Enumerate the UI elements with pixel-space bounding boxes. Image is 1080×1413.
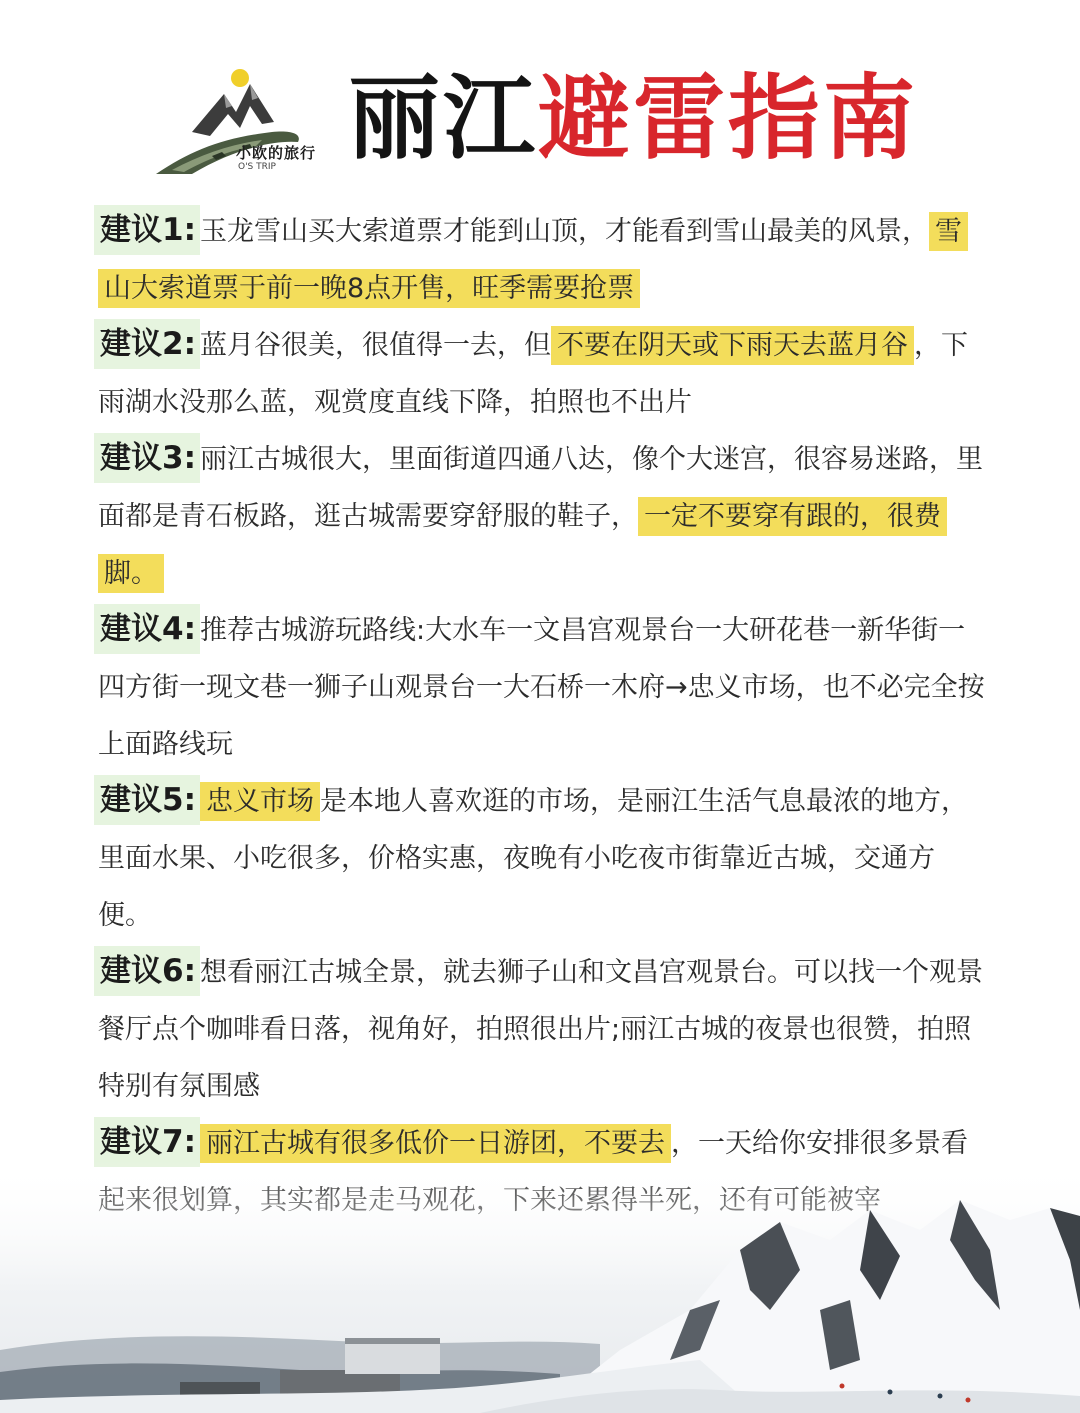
tip-4 [98, 602, 988, 773]
tip-text: 玉龙雪山买大索道票才能到山顶，才能看到雪山最美的风景， [199, 216, 929, 247]
tip-highlight: 雪山大索道票于前一晚8点开售，旺季需要抢票 [98, 212, 968, 308]
tip-highlight: 丽江古城有很多低价一日游团，不要去 [200, 1124, 671, 1163]
tip-text-after: 是本地人喜欢逛的市场，是丽江生活气息最浓的地方，里面水果、小吃很多，价格实惠，夜晚有小吃夜市街靠近古城，交通方便。 [98, 786, 968, 931]
tip-1 [98, 203, 988, 317]
logo-chinese-text: 小欧的旅行 [236, 144, 317, 162]
tip-label: 建议5: [94, 775, 200, 825]
tip-highlight: 不要在阴天或下雨天去蓝月谷 [551, 326, 914, 365]
tip-text-after: ，下雨湖水没那么蓝，观赏度直线下降，拍照也不出片 [98, 330, 968, 418]
tip-label: 建议1: [94, 205, 200, 255]
logo-english-text: O'S TRIP [238, 162, 276, 172]
page-title [348, 64, 918, 174]
tip-highlight: 忠义市场 [200, 782, 320, 821]
tip-label: 建议6: [94, 946, 200, 996]
tip-label: 建议4: [94, 604, 200, 654]
brand-logo [152, 62, 332, 180]
tip-5 [98, 773, 988, 944]
tips-list [98, 203, 988, 1229]
tip-text: 推荐古城游玩路线:大水车一文昌宫观景台一大研花巷一新华街一四方街一现文巷一狮子山观景台一大石桥一木府→忠义市场，也不必完全按上面路线玩 [98, 615, 985, 760]
tip-highlight: 一定不要穿有跟的，很费脚。 [98, 497, 947, 593]
page-title-black: 丽江 [348, 65, 539, 172]
tip-text: 丽江古城很大，里面街道四通八达，像个大迷宫，很容易迷路，里面都是青石板路，逛古城需要穿舒服的鞋子， [98, 444, 983, 532]
tip-label: 建议7: [94, 1117, 200, 1167]
page-title-red: 避雷指南 [538, 65, 919, 172]
tip-text: 蓝月谷很美，很值得一去，但 [199, 330, 551, 361]
tip-6 [98, 944, 988, 1115]
snow-mountain-illustration [0, 1160, 1080, 1413]
tip-text: 想看丽江古城全景，就去狮子山和文昌宫观景台。可以找一个观景餐厅点个咖啡看日落，视角好，拍照很出片;丽江古城的夜景也很赞，拍照特别有氛围感 [98, 957, 983, 1102]
tip-3 [98, 431, 988, 602]
snow-mountain-image [0, 1160, 1080, 1413]
tip-label: 建议3: [94, 433, 200, 483]
header [0, 56, 1080, 186]
tip-label: 建议2: [94, 319, 200, 369]
tip-text-after: ，一天给你安排很多景看 [670, 1128, 968, 1159]
tip-2 [98, 317, 988, 431]
